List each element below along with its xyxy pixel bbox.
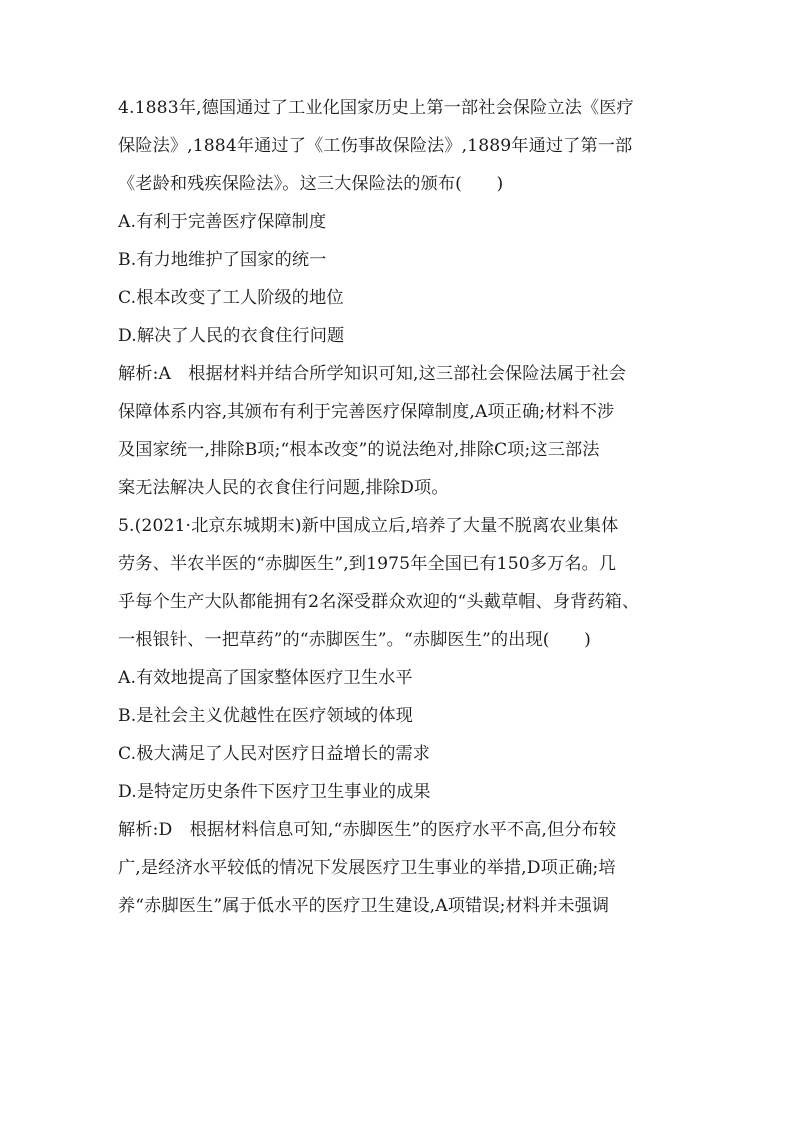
question-4-stem-line: 4.1883年,德国通过了工业化国家历史上第一部社会保险立法《医疗: [118, 98, 634, 118]
question-5-option-c: C.极大满足了人民对医疗日益增长的需求: [118, 744, 431, 764]
question-5-stem-line: 5.(2021·北京东城期末)新中国成立后,培养了大量不脱离农业集体: [118, 516, 619, 536]
question-4-analysis-line: 保障体系内容,其颁布有利于完善医疗保障制度,A项正确;材料不涉: [118, 402, 615, 422]
question-5-analysis-line: 养“赤脚医生”属于低水平的医疗卫生建设,A项错误;材料并未强调: [118, 896, 610, 916]
question-5-option-d: D.是特定历史条件下医疗卫生事业的成果: [118, 782, 431, 802]
question-5-option-a: A.有效地提高了国家整体医疗卫生水平: [118, 668, 413, 688]
question-4-option-d: D.解决了人民的衣食住行问题: [118, 326, 345, 346]
question-4-stem-line: 保险法》,1884年通过了《工伤事故保险法》,1889年通过了第一部: [118, 136, 633, 156]
question-5-stem-line: 一根银针、一把草药”的“赤脚医生”。“赤脚医生”的出现( ): [118, 630, 591, 650]
question-4-analysis-line: 解析:A 根据材料并结合所学知识可知,这三部社会保险法属于社会: [118, 364, 627, 384]
question-4-analysis-line: 及国家统一,排除B项;“根本改变”的说法绝对,排除C项;这三部法: [118, 440, 600, 460]
question-4-option-b: B.有力地维护了国家的统一: [118, 250, 327, 270]
question-4-stem-line: 《老龄和残疾保险法》。这三大保险法的颁布( ): [118, 174, 504, 194]
question-4: [118, 98, 678, 516]
question-5: [118, 516, 678, 934]
question-4-option-c: C.根本改变了工人阶级的地位: [118, 288, 344, 308]
question-5-analysis-line: 广,是经济水平较低的情况下发展医疗卫生事业的举措,D项正确;培: [118, 858, 616, 878]
question-4-analysis-line: 案无法解决人民的衣食住行问题,排除D项。: [118, 478, 449, 498]
question-4-option-a: A.有利于完善医疗保障制度: [118, 212, 327, 232]
question-5-stem-line: 乎每个生产大队都能拥有2名深受群众欢迎的“头戴草帽、身背药箱、: [118, 592, 640, 612]
question-5-option-b: B.是社会主义优越性在医疗领域的体现: [118, 706, 413, 726]
question-5-analysis-line: 解析:D 根据材料信息可知,“赤脚医生”的医疗水平不高,但分布较: [118, 820, 617, 840]
document-content: [118, 98, 678, 934]
question-5-stem-line: 劳务、半农半医的“赤脚医生”,到1975年全国已有150多万名。几: [118, 554, 617, 574]
